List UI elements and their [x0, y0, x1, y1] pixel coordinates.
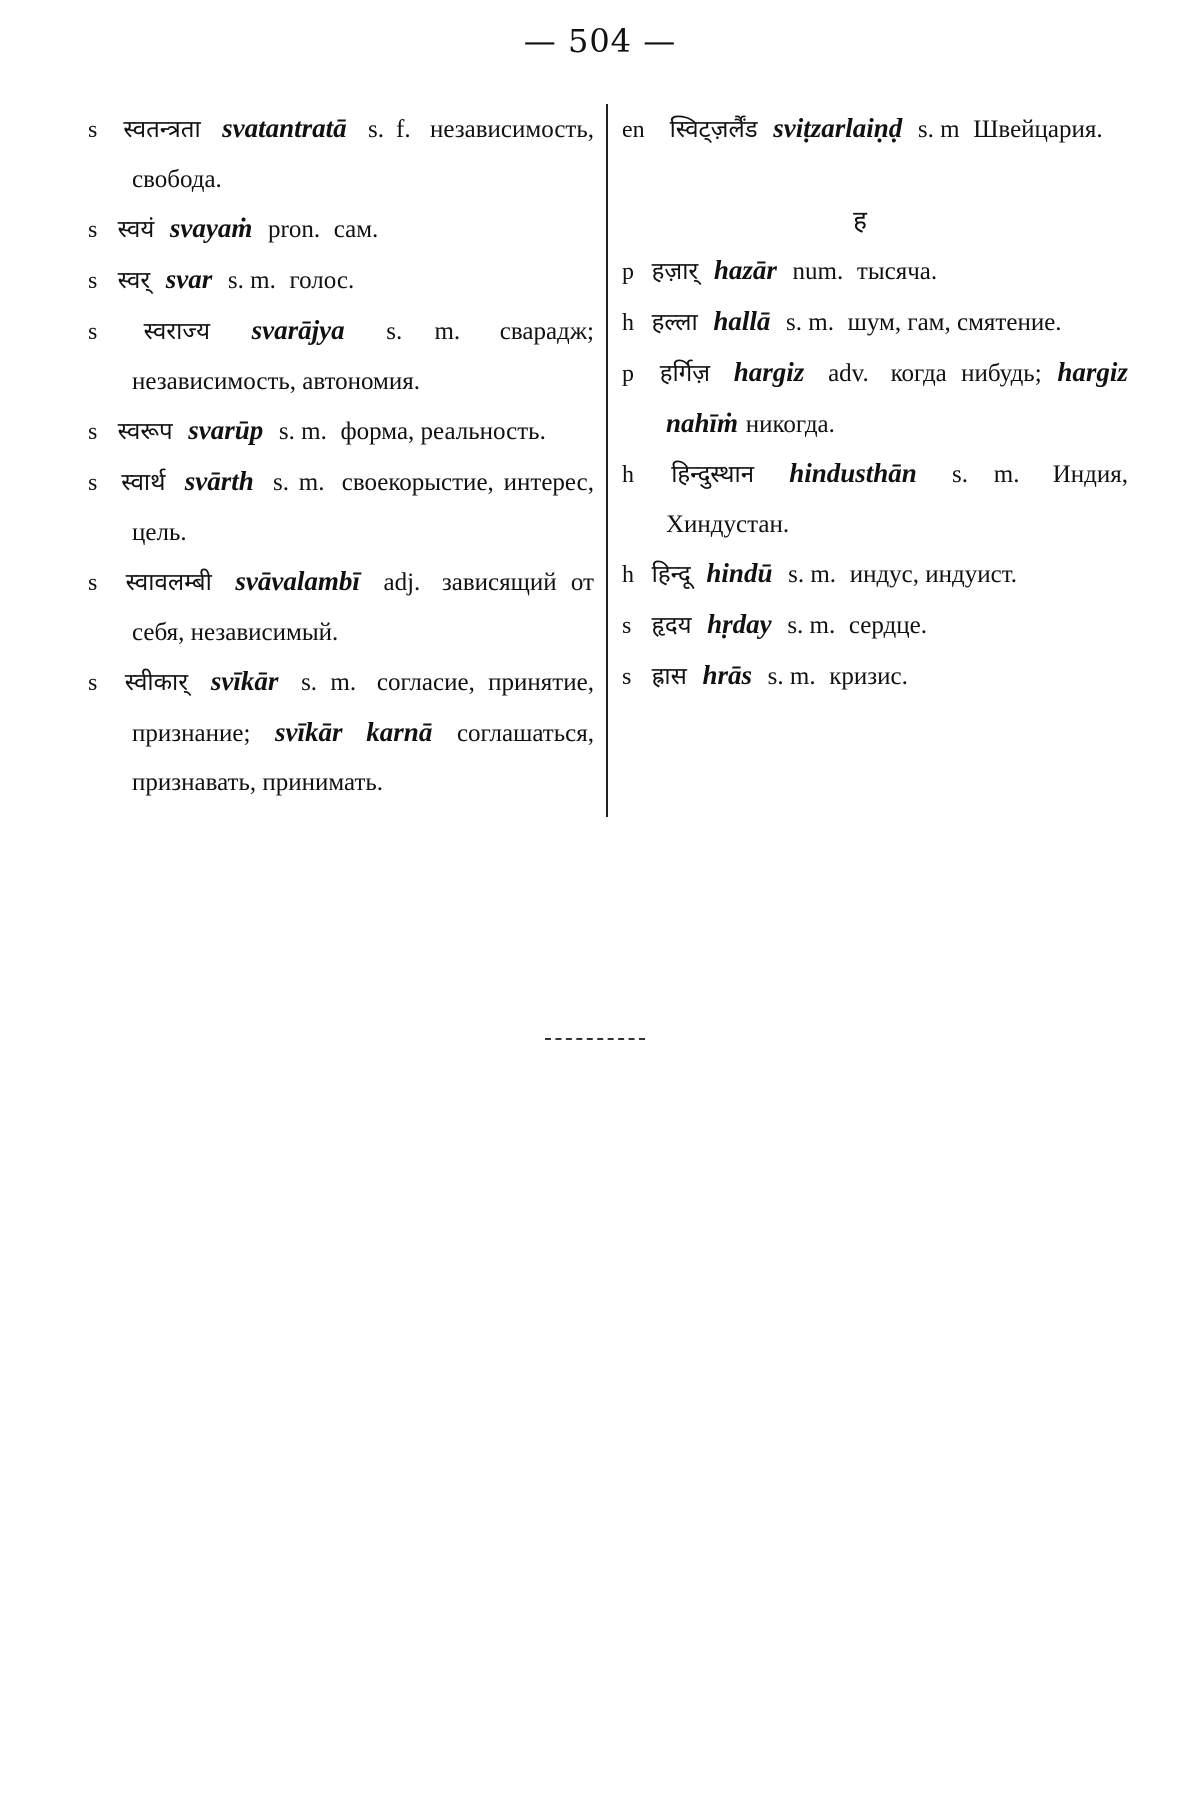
entry-transliteration: hindusthān	[789, 458, 917, 488]
entry-devanagari: स्वरूप	[117, 417, 173, 445]
entry-devanagari: ह्रास	[651, 662, 687, 690]
entry-definition: кризис.	[829, 663, 908, 690]
entry-origin: s	[88, 319, 98, 345]
entry-grammar: num.	[792, 258, 844, 285]
entry-transliteration: hrās	[702, 660, 752, 690]
entry-definition: сам.	[333, 216, 379, 243]
dictionary-entry	[88, 406, 594, 457]
entry-origin: s	[622, 664, 632, 690]
entry-origin: p	[622, 361, 634, 387]
entry-grammar: s. m.	[227, 267, 276, 294]
entry-devanagari: स्विट्ज़र्लैंड	[669, 115, 758, 143]
entry-phrase-definition: соглашаться, признавать, принимать.	[132, 720, 594, 796]
entry-grammar: pron.	[268, 216, 321, 243]
entry-transliteration: svārth	[184, 466, 254, 496]
entry-origin: s	[88, 670, 98, 696]
entry-devanagari: स्वतन्त्रता	[123, 115, 201, 143]
entry-transliteration: hargiz	[733, 357, 805, 387]
entry-origin: s	[88, 570, 98, 596]
entry-definition: шум, гам, смятение.	[847, 309, 1062, 336]
entry-devanagari: हिन्दू	[651, 560, 691, 588]
entry-transliteration: svatantratā	[222, 113, 347, 143]
entry-grammar: s. m	[917, 116, 960, 143]
entry-definition: форма, реальность.	[340, 418, 546, 445]
entry-transliteration: hṛday	[707, 609, 772, 639]
entry-devanagari: हिन्दुस्थान	[671, 460, 755, 488]
entry-devanagari: हज़ार्	[651, 257, 699, 285]
dictionary-entry	[622, 600, 1128, 651]
entry-origin: s	[88, 217, 98, 243]
entry-grammar: s. m.	[272, 469, 325, 496]
entry-definition: Швейцария.	[973, 116, 1103, 143]
entry-devanagari: स्वयं	[117, 215, 155, 243]
dictionary-entry	[622, 651, 1128, 702]
entry-devanagari: स्वार्थ	[121, 468, 166, 496]
dictionary-entry	[88, 204, 594, 255]
entry-grammar: s. m.	[788, 561, 837, 588]
end-of-section-rule	[545, 1038, 645, 1040]
entry-definition: сердце.	[848, 612, 928, 639]
entry-definition: Индия, Хиндустан.	[666, 461, 1128, 538]
entry-origin: s	[88, 470, 98, 496]
entry-grammar: s. f.	[368, 116, 411, 143]
entry-definition: сварадж; независимость, автономия.	[132, 318, 594, 395]
entry-transliteration: sviṭzarlaiṇḍ	[773, 113, 903, 143]
entry-transliteration: svar	[165, 264, 213, 294]
entry-origin: s	[88, 268, 98, 294]
entry-transliteration: hazār	[713, 255, 777, 285]
entry-devanagari: हृदय	[651, 611, 692, 639]
entry-transliteration: hallā	[713, 306, 771, 336]
entry-phrase-definition: никогда.	[745, 411, 835, 438]
dictionary-entry	[622, 449, 1128, 549]
entry-transliteration: hindū	[706, 558, 773, 588]
dictionary-entry	[88, 104, 594, 204]
entry-origin: p	[622, 259, 634, 285]
entry-grammar: s. m.	[786, 309, 834, 336]
entry-devanagari: स्वीकार्	[124, 668, 189, 696]
entry-devanagari: स्वराज्य	[143, 317, 210, 345]
dictionary-entry	[88, 457, 594, 557]
dictionary-entry	[88, 557, 594, 657]
dictionary-entry	[622, 549, 1128, 600]
entry-definition: согласие, принятие, признание;	[132, 669, 594, 747]
entry-transliteration: svarājya	[251, 315, 345, 345]
entry-origin: en	[622, 117, 645, 143]
entry-definition: своекорыстие, интерес, цель.	[132, 469, 594, 546]
entry-grammar: s. m.	[952, 461, 1020, 488]
entry-definition: индус, индуист.	[849, 561, 1018, 588]
entry-definition: зависящий от себя, независимый.	[132, 569, 594, 646]
entry-grammar: adj.	[383, 569, 421, 596]
entry-transliteration: svayaṁ	[169, 213, 253, 243]
entry-transliteration: svarūp	[188, 415, 264, 445]
entry-transliteration: svīkār	[210, 666, 279, 696]
dictionary-entry	[622, 246, 1128, 297]
entry-definition: независимость, свобода.	[132, 116, 594, 193]
entry-grammar: s. m.	[301, 669, 357, 696]
entry-grammar: s. m.	[767, 663, 816, 690]
entry-grammar: s. m.	[278, 418, 327, 445]
entry-devanagari: स्वर्	[117, 266, 151, 294]
entry-origin: h	[622, 562, 634, 588]
entry-origin: s	[88, 117, 98, 143]
entry-phrase: hargiz nahīṁ	[666, 357, 1128, 438]
dictionary-entry	[622, 348, 1128, 449]
entry-devanagari: हर्गिज़	[659, 359, 711, 387]
entry-grammar: s. m.	[787, 612, 836, 639]
entry-phrase: svīkār karnā	[275, 717, 433, 747]
entry-devanagari: स्वावलम्बी	[125, 568, 212, 596]
entry-transliteration: svāvalambī	[235, 566, 360, 596]
entry-origin: s	[88, 419, 98, 445]
right-column	[608, 104, 1128, 817]
entry-definition: тысяча.	[856, 258, 938, 285]
entry-grammar: adv.	[828, 360, 869, 387]
dictionary-entry	[88, 306, 594, 406]
entry-origin: s	[622, 613, 632, 639]
page-number: — 504 —	[523, 22, 677, 60]
section-letter-heading: ह	[853, 206, 867, 236]
left-column	[88, 104, 608, 817]
entry-devanagari: हल्ला	[651, 308, 698, 336]
entry-definition: когда нибудь;	[890, 360, 1042, 387]
entry-origin: h	[622, 310, 634, 336]
entry-origin: h	[622, 462, 634, 488]
dictionary-entry	[622, 104, 1128, 155]
dictionary-entry	[88, 255, 594, 306]
entry-definition: голос.	[289, 267, 355, 294]
dictionary-entry	[88, 657, 594, 807]
dictionary-entry	[622, 297, 1128, 348]
two-column-layout	[88, 104, 1128, 817]
entry-grammar: s. m.	[386, 318, 461, 345]
